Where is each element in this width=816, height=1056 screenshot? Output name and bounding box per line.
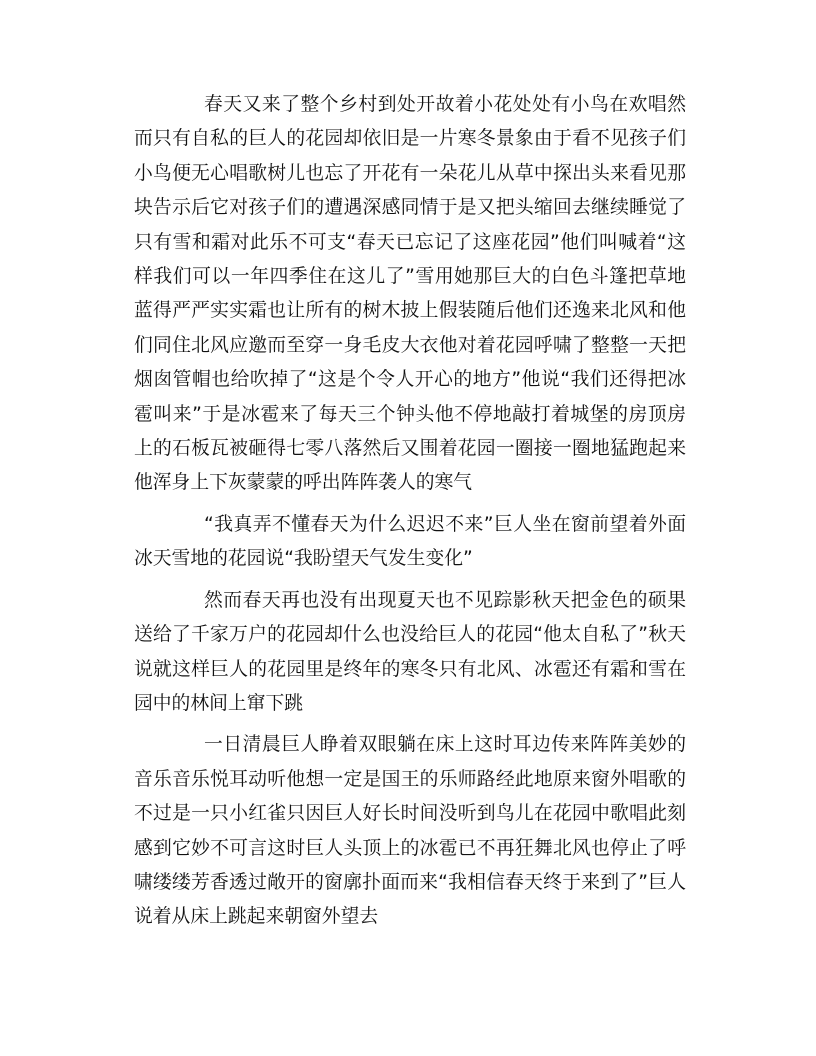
story-text — [134, 88, 686, 942]
paragraph-1: 春天又来了整个乡村到处开故着小花处处有小鸟在欢唱然而只有自私的巨人的花园却依旧是一片寒冬景象由于看不见孩子们小鸟便无心唱歌树儿也忘了开花有一朵花儿从草中探出头来看见那块告示后它对孩子们的遭遇深感同情于是又把头缩回去继续睡觉了只有雪和霜对此乐不可支“春天已忘记了这座花园”他们叫喊着“这样我们可以一年四季住在这儿了”雪用她那巨大的白色斗篷把草地蓝得严严实实霜也让所有的树木披上假装随后他们还逸来北风和他们同住北风应邀而至穿一身毛皮大衣他对着花园呼啸了整整一天把烟囱管帽也给吹掉了“这是个令人开心的地方”他说“我们还得把冰雹叫来”于是冰雹来了每天三个钟头他不停地敲打着城堡的房顶房上的石板瓦被砸得七零八落然后又围着花园一圈接一圈地猛跑起来他浑身上下灰蒙蒙的呼出阵阵袭人的寒气 — [134, 94, 686, 494]
paragraph-3: 然而春天再也没有出现夏天也不见踪影秋天把金色的硕果送给了千家万户的花园却什么也没给巨人的花园“他太自私了”秋天说就这样巨人的花园里是终年的寒冬只有北风、冰雹还有霜和雪在园中的林间上窜下跳 — [134, 589, 686, 714]
paragraph-2: “我真弄不懂春天为什么迟迟不来”巨人坐在窗前望着外面冰天雪地的花园说“我盼望天气发生变化” — [134, 513, 686, 570]
paragraph-4: 一日清晨巨人睁着双眼躺在床上这时耳边传来阵阵美妙的音乐音乐悦耳动听他想一定是国王的乐师路经此地原来窗外唱歌的不过是一只小红雀只因巨人好长时间没听到鸟儿在花园中歌唱此刻感到它妙不可言这时巨人头顶上的冰雹已不再狂舞北风也停止了呼啸缕缕芳香透过敞开的窗廓扑面而来“我相信春天终于来到了”巨人说着从床上跳起来朝窗外望去 — [134, 734, 686, 928]
